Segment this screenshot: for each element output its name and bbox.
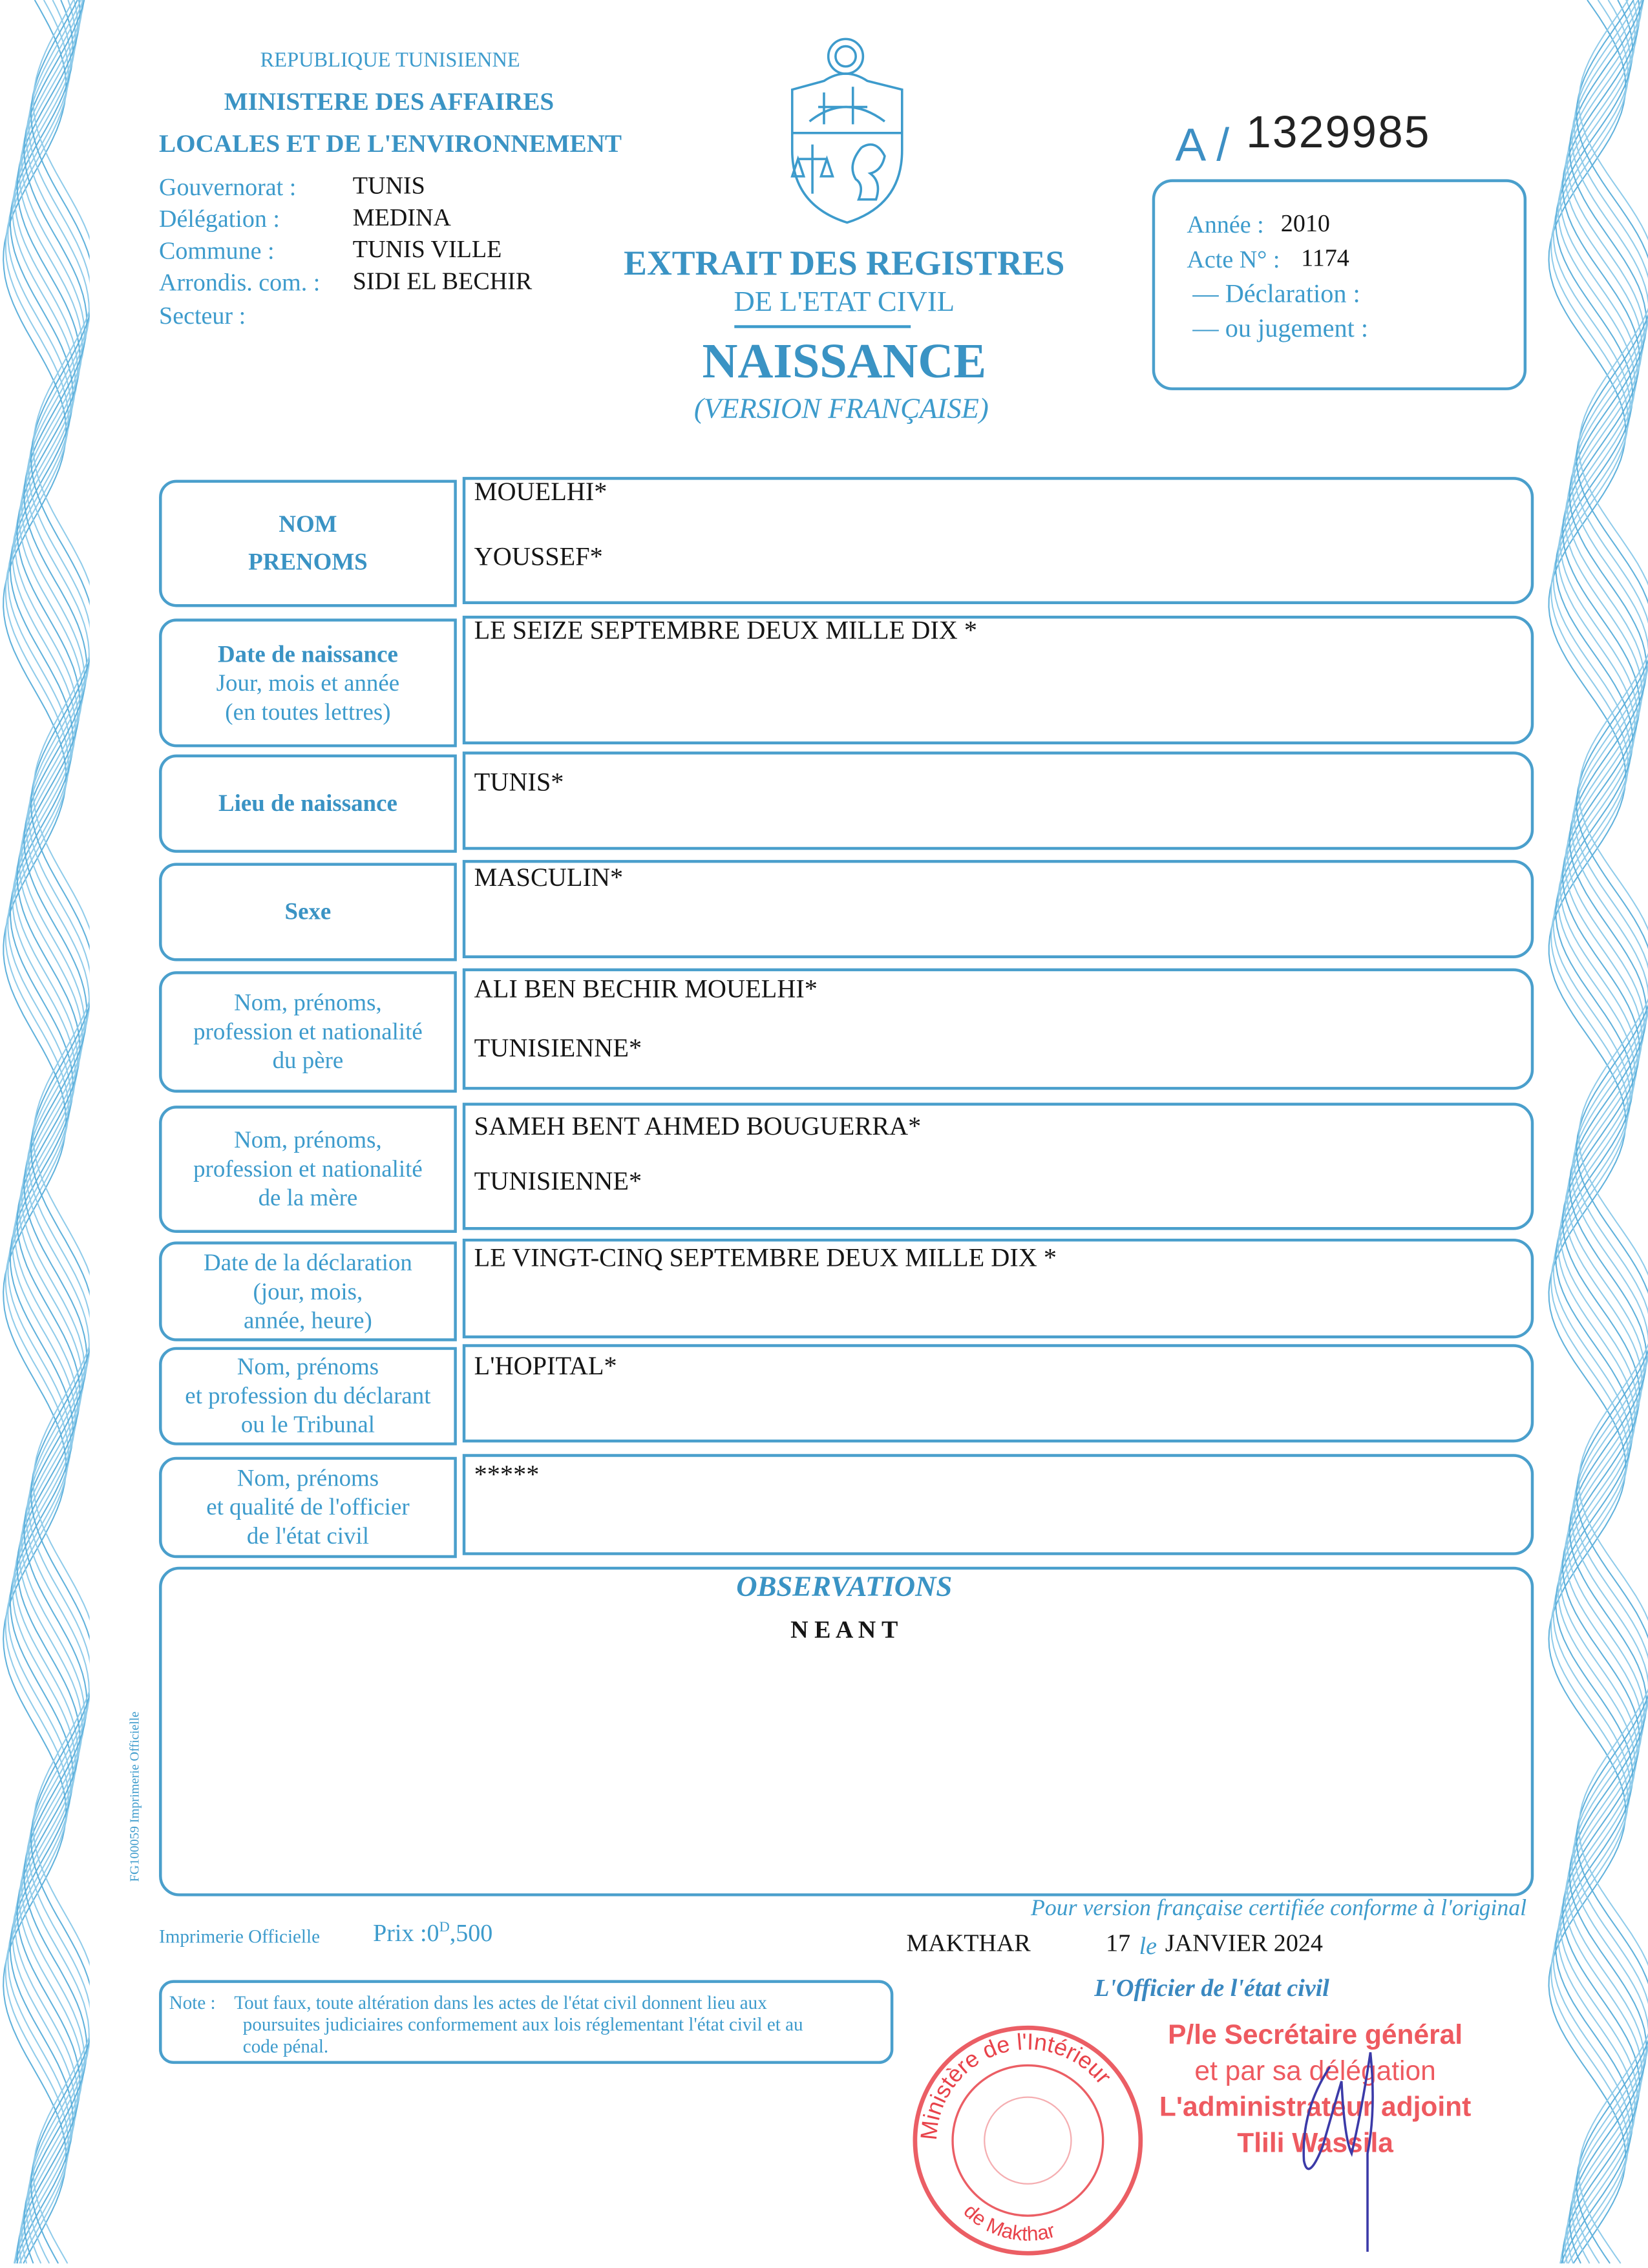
title-line1: EXTRAIT DES REGISTRES: [624, 246, 1065, 284]
gouvernorat-label: Gouvernorat :: [159, 173, 297, 201]
ministry-line2: LOCALES ET DE L'ENVIRONNEMENT: [159, 129, 622, 158]
price: [373, 1919, 492, 1948]
observations-value: N E A N T: [790, 1615, 898, 1644]
price-label: Prix :0: [373, 1919, 439, 1947]
jugement-label: — ou jugement :: [1192, 313, 1369, 343]
stamp-ring-text-top: Ministère de l'Intérieur: [915, 2028, 1117, 2141]
row-label-line: Nom, prénoms,: [234, 988, 382, 1016]
row-value: LE SEIZE SEPTEMBRE DEUX MILLE DIX *: [474, 615, 978, 645]
row-value-box: [463, 477, 1534, 604]
acte-number-value: 1174: [1301, 244, 1349, 272]
row-label: [159, 1347, 457, 1445]
row-value: MOUELHI*: [474, 477, 607, 506]
row-label: [159, 1457, 457, 1559]
row-label-line: (jour, mois,: [253, 1277, 363, 1305]
republic-label: REPUBLIQUE TUNISIENNE: [260, 49, 520, 72]
issue-day: 17: [1106, 1929, 1131, 1957]
issue-place: MAKTHAR: [906, 1929, 1031, 1957]
row-value: TUNISIENNE*: [474, 1166, 642, 1195]
note-line3: code pénal.: [242, 2035, 329, 2057]
price-value: ,500: [449, 1919, 493, 1947]
printer-label: Imprimerie Officielle: [159, 1925, 320, 1947]
version-label: (VERSION FRANÇAISE): [693, 393, 989, 425]
row-label: [159, 1106, 457, 1233]
row-label-line: de l'état civil: [246, 1522, 369, 1549]
row-label-line: Sexe: [284, 898, 332, 925]
note-line1: Tout faux, toute altération dans les actes de l'état civil donnent lieu aux: [234, 1991, 767, 2013]
secteur-label: Secteur :: [159, 302, 246, 330]
arrondissement-value: SIDI EL BECHIR: [352, 267, 533, 295]
row-value-box: [463, 1344, 1534, 1442]
row-label: [159, 480, 457, 607]
row-label: [159, 863, 457, 961]
row-label-line: et qualité de l'officier: [206, 1493, 410, 1521]
stamp-line-1: P/le Secrétaire général: [1168, 2021, 1463, 2052]
document-type-title: NAISSANCE: [702, 335, 987, 389]
row-value: SAMEH BENT AHMED BOUGUERRA*: [474, 1111, 922, 1140]
handwritten-signature: [1272, 2024, 1402, 2255]
row-label-line: profession et nationalité: [193, 1155, 423, 1182]
row-label-line: Nom, prénoms: [237, 1464, 379, 1492]
row-value-box: [463, 1454, 1534, 1555]
price-unit: D: [439, 1920, 450, 1936]
official-round-stamp: [905, 2018, 1150, 2263]
row-label-line: Nom, prénoms,: [234, 1126, 382, 1153]
commune-value: TUNIS VILLE: [352, 235, 502, 264]
row-label-line: année, heure): [244, 1305, 372, 1334]
stamp-line-4: Tlili Wassila: [1237, 2128, 1393, 2159]
row-value-box: [463, 751, 1534, 850]
row-label-line: de la mère: [258, 1183, 358, 1212]
row-value: MASCULIN*: [474, 863, 624, 892]
issue-date: JANVIER 2024: [1165, 1929, 1323, 1957]
row-value-box: [463, 860, 1534, 958]
row-label-line: du père: [272, 1046, 344, 1074]
title-line2: DE L'ETAT CIVIL: [734, 286, 955, 319]
commune-label: Commune :: [159, 236, 275, 265]
observations-label: OBSERVATIONS: [736, 1571, 953, 1603]
stamp-line-2: et par sa délégation: [1194, 2056, 1436, 2087]
annee-value: 2010: [1280, 209, 1330, 237]
row-label-line: profession et nationalité: [193, 1017, 423, 1045]
serial-number: 1329985: [1246, 107, 1431, 158]
row-label: [159, 618, 457, 747]
row-label-line: PRENOMS: [248, 547, 368, 576]
acte-number-label: Acte N° :: [1187, 246, 1280, 273]
tunisia-coat-of-arms-icon: [781, 35, 914, 229]
row-value: LE VINGT-CINQ SEPTEMBRE DEUX MILLE DIX *: [474, 1243, 1057, 1272]
row-value: L'HOPITAL*: [474, 1351, 617, 1381]
ministry-line1: MINISTERE DES AFFAIRES: [224, 87, 555, 116]
delegation-value: MEDINA: [352, 204, 451, 231]
stamp-line-3: L'administrateur adjoint: [1159, 2092, 1472, 2123]
row-label-line: ou le Tribunal: [240, 1411, 375, 1438]
row-label: [159, 755, 457, 853]
date-le-label: le: [1139, 1932, 1157, 1960]
row-label-line: Lieu de naissance: [218, 789, 397, 817]
row-label-line: Nom, prénoms: [237, 1352, 379, 1381]
certified-statement: Pour version française certifiée conforme à l'original: [1031, 1896, 1527, 1921]
serial-prefix: A /: [1175, 118, 1230, 171]
row-value: ALI BEN BECHIR MOUELHI*: [474, 974, 818, 1003]
note-line2: poursuites judiciaires conformement aux lois réglementant l'état civil et au: [242, 2013, 803, 2035]
row-value: *****: [474, 1460, 540, 1489]
arrondissement-label: Arrondis. com. :: [159, 269, 321, 297]
row-label-line: Date de la déclaration: [204, 1248, 412, 1276]
declaration-label: — Déclaration :: [1192, 278, 1360, 308]
row-value: TUNISIENNE*: [474, 1033, 642, 1063]
row-label-line: Date de naissance: [217, 639, 398, 667]
row-label-line: et profession du déclarant: [185, 1381, 431, 1409]
row-value: TUNIS*: [474, 767, 564, 797]
row-label: [159, 971, 457, 1093]
title-divider: [734, 325, 911, 328]
gouvernorat-value: TUNIS: [352, 172, 425, 200]
side-print-code: FG100059 Imprimerie Officielle: [127, 1711, 142, 1882]
row-value: YOUSSEF*: [474, 541, 603, 571]
row-label-line: NOM: [279, 510, 337, 538]
row-label-line: Jour, mois et année: [216, 668, 400, 697]
officer-title: L'Officier de l'état civil: [1094, 1974, 1329, 2002]
note-label: Note :: [169, 1991, 216, 2013]
delegation-label: Délégation :: [159, 205, 280, 233]
annee-label: Année :: [1187, 211, 1264, 239]
row-label: [159, 1241, 457, 1341]
stamp-ring-text-bottom: de Makthar: [959, 2199, 1058, 2245]
row-label-line: (en toutes lettres): [225, 697, 391, 725]
